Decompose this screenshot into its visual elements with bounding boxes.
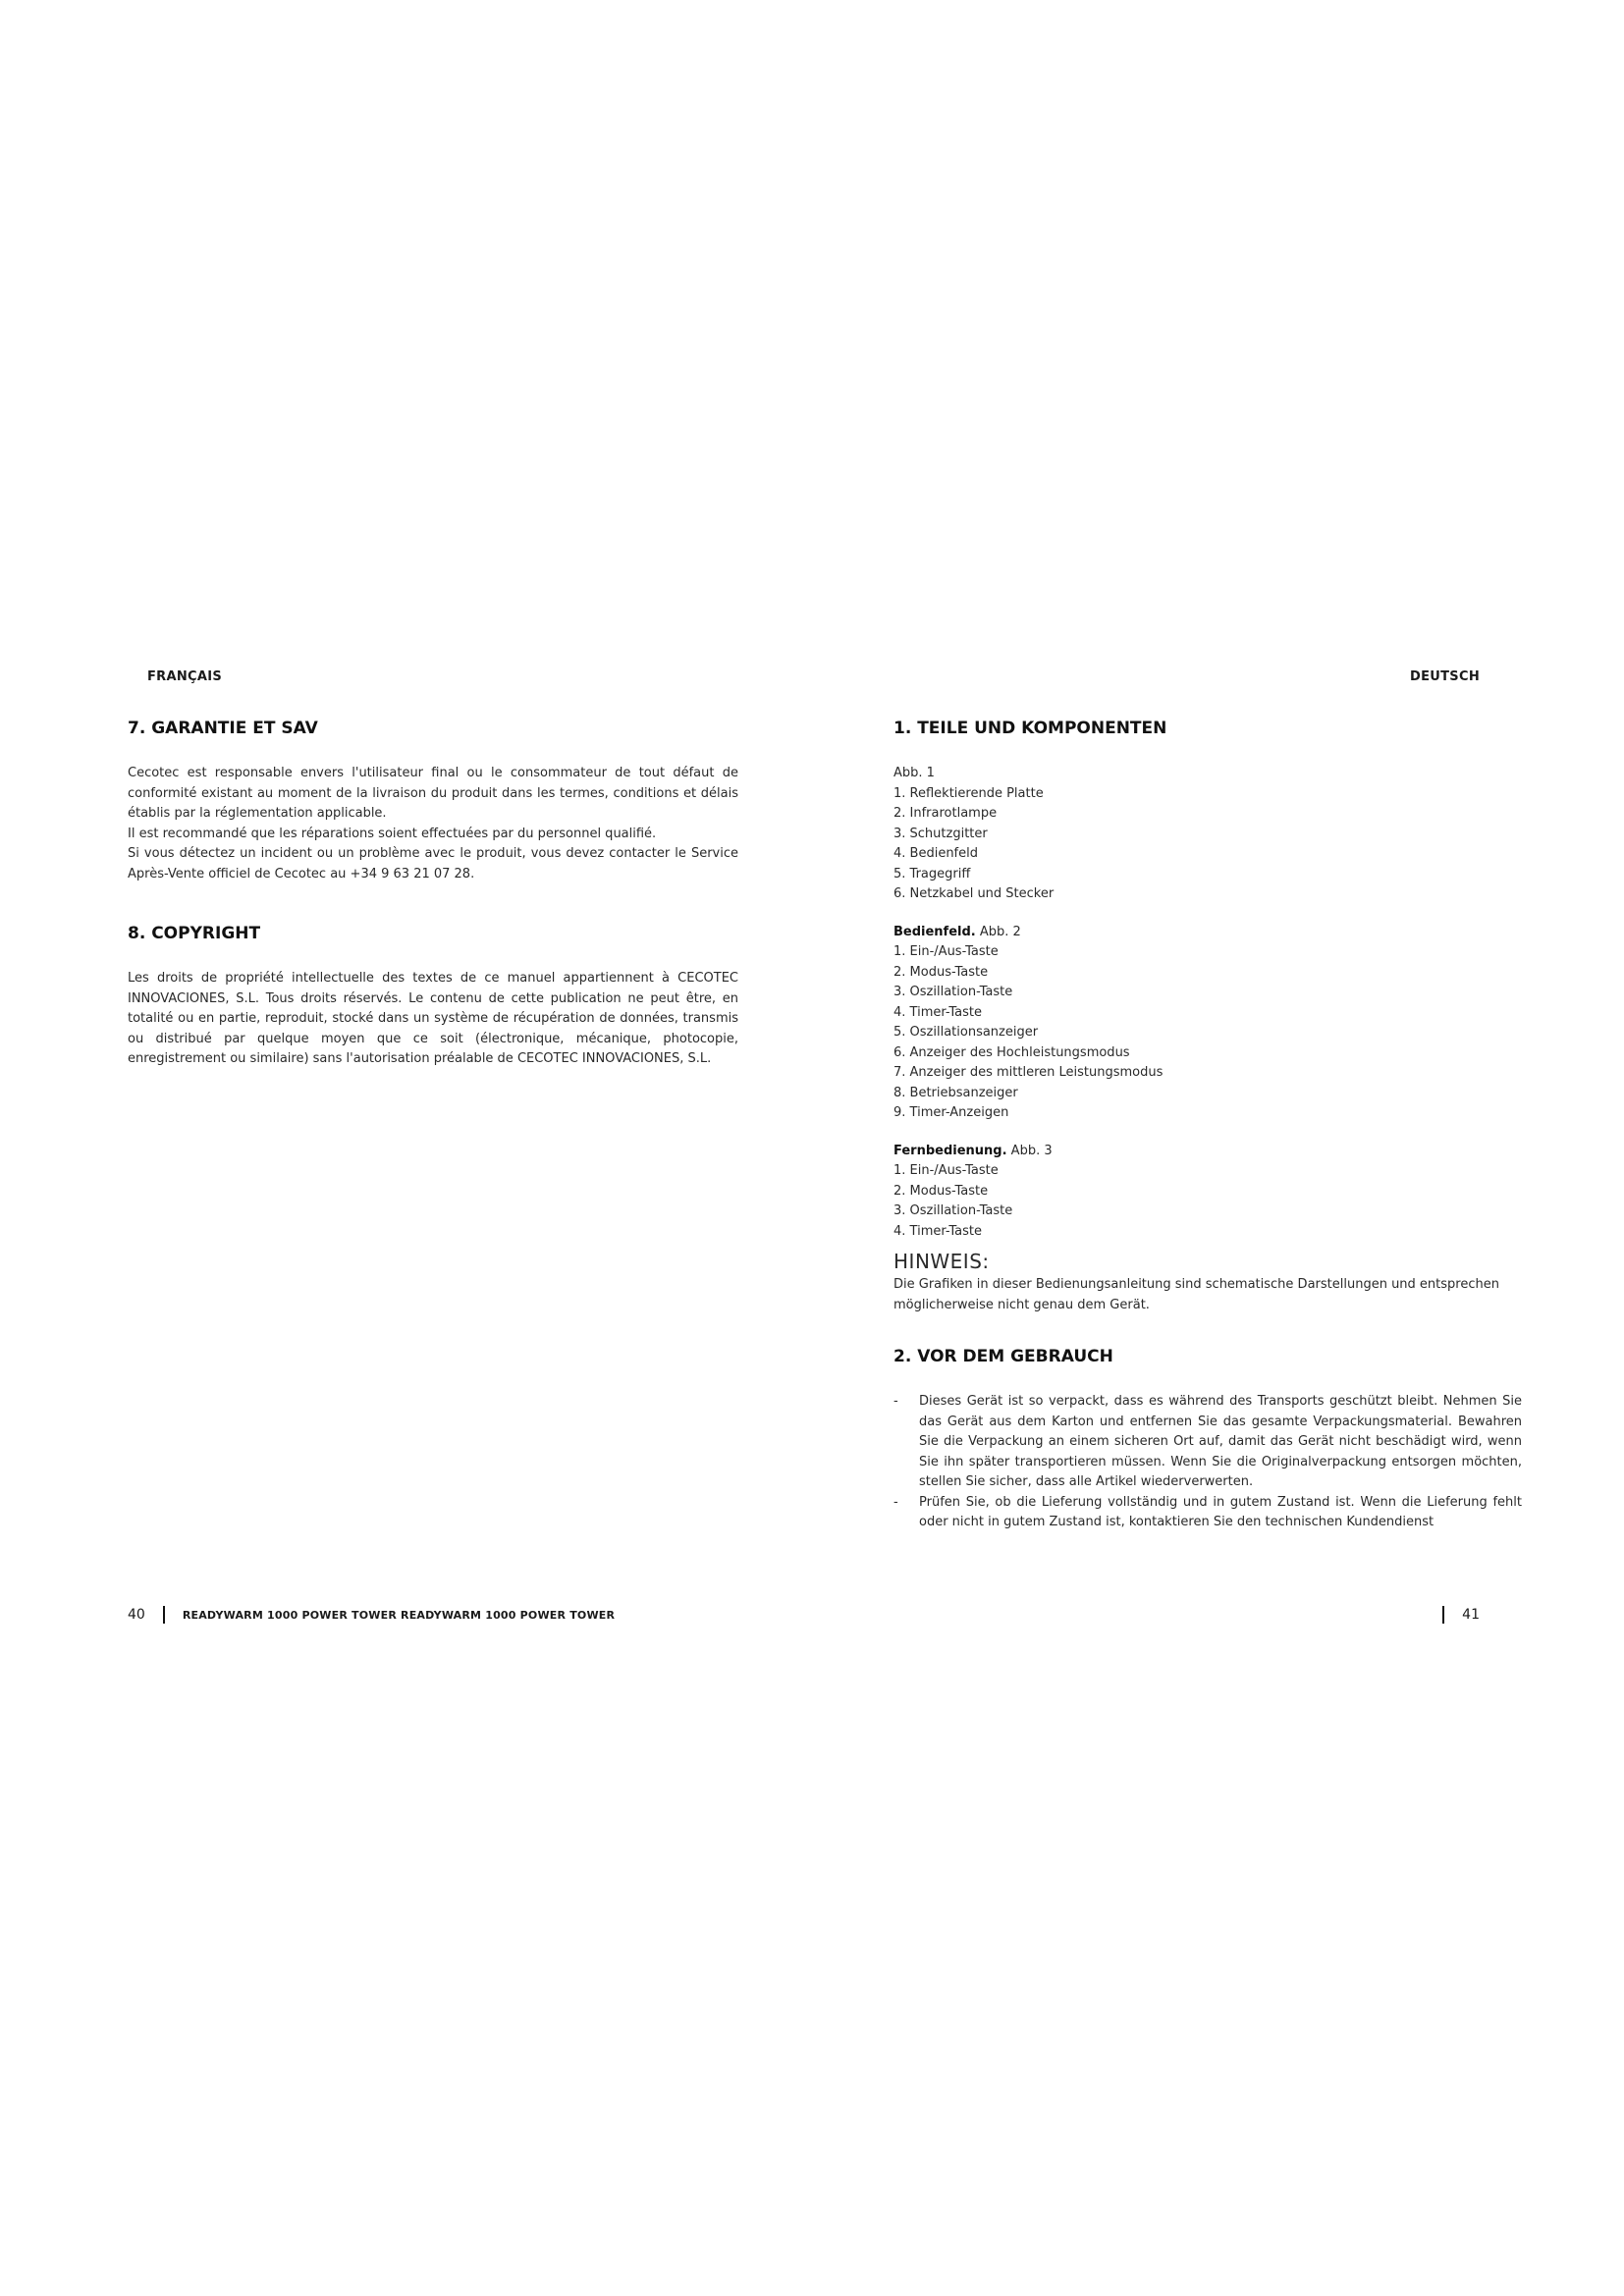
right-content [893, 717, 1522, 1571]
section-title: 2. VOR DEM GEBRAUCH [893, 1347, 1113, 1366]
figure-label-ref: Abb. 3 [1006, 1143, 1053, 1158]
section-title: 1. TEILE UND KOMPONENTEN [893, 719, 1167, 738]
section-title: 8. COPYRIGHT [128, 924, 261, 943]
language-label-left: FRANÇAIS [147, 669, 223, 684]
figure-label [893, 1142, 1522, 1162]
list-item: 3. Schutzgitter [893, 826, 988, 841]
list-item: 1. Reflektierende Platte [893, 785, 1044, 801]
dash-bullet: - [893, 1394, 898, 1409]
list-item: 2. Modus-Taste [893, 964, 989, 980]
list-item: 6. Netzkabel und Stecker [893, 886, 1055, 901]
paragraph: Si vous détectez un incident ou un problème avec le produit, vous devez contacter le Service Après-Vente officiel de Cecotec au +34 9 63 21 07 28. [128, 846, 738, 881]
list-item: 2. Infrarotlampe [893, 806, 998, 821]
list-item: 3. Oszillation-Taste [893, 985, 1013, 999]
section-warranty [128, 717, 738, 884]
before-use-list [893, 1392, 1522, 1533]
figure-label-bold: Bedienfeld. [893, 924, 976, 939]
list-item: 5. Oszillationsanzeiger [893, 1025, 1039, 1040]
dash-bullet: - [893, 1494, 898, 1510]
list-item: 3. Oszillation-Taste [893, 1203, 1013, 1218]
figure-label [893, 923, 1522, 943]
paragraph: Les droits de propriété intellectuelle des textes de ce manuel appartiennent à CECOTEC INNOVACIONES, S.L. Tous droits réservés. Le contenu de cette publication ne peut être, en totalité ou en partie, reproduit, stocké dans un système de récupération de données, transmis ou distribué par quelque moyen que ce soit (électronique, mécanique, photocopie, enregistrement ou similaire) sans l'autorisation préalable de CECOTEC INNOVACIONES, S.L. [128, 971, 738, 1066]
note-title: HINWEIS: [893, 1250, 990, 1273]
paragraph: Il est recommandé que les réparations soient effectuées par du personnel qualifié. [128, 826, 657, 841]
figure-label-ref: Abb. 2 [975, 924, 1021, 939]
list-item: 4. Timer-Taste [893, 1223, 982, 1239]
footer-divider [163, 1606, 165, 1624]
section-parts [893, 717, 1522, 1315]
footer-left [128, 1606, 615, 1624]
paragraph: Cecotec est responsable envers l'utilisateur final ou le consommateur de tout défaut de conformité existant au moment de la livraison du produit dans les termes, conditions et délais établis par la réglementation applicable. [128, 766, 738, 821]
list-item [893, 1493, 1522, 1533]
list-item: 5. Tragegriff [893, 866, 971, 881]
control-panel-list [893, 942, 1522, 1124]
parts-list [893, 784, 1522, 905]
list-item-text: Prüfen Sie, ob die Lieferung vollständig und in gutem Zustand ist. Wenn die Lieferung fehlt oder nicht in gutem Zustand ist, kontaktieren Sie den technischen Kundendienst [919, 1494, 1522, 1529]
list-item: 7. Anzeiger des mittleren Leistungsmodus [893, 1065, 1164, 1080]
page-number: 40 [128, 1607, 145, 1623]
figure-label: Abb. 1 [893, 766, 935, 780]
footer-title: READYWARM 1000 POWER TOWER READYWARM 1000 POWER TOWER [182, 1608, 616, 1622]
list-item: 9. Timer-Anzeigen [893, 1105, 1009, 1120]
language-label-right: DEUTSCH [1410, 669, 1480, 684]
footer-right [1425, 1606, 1480, 1624]
list-item-text: Dieses Gerät ist so verpackt, dass es während des Transports geschützt bleibt. Nehmen Sie das Gerät aus dem Karton und entfernen Sie das gesamte Verpackungsmaterial. Bewahren Sie die Verpackung an einem sicheren Ort auf, damit das Gerät nicht beschädigt wird, wenn Sie ihn später transportieren müssen. Wenn Sie die Originalverpackung entsorgen möchten, stellen Sie sicher, dass alle Artikel wiederverwerten. [919, 1394, 1522, 1489]
left-content [128, 717, 738, 1107]
list-item: 1. Ein-/Aus-Taste [893, 1163, 999, 1178]
list-item [893, 1392, 1522, 1493]
list-item: 6. Anzeiger des Hochleistungsmodus [893, 1044, 1130, 1060]
figure-label-bold: Fernbedienung. [893, 1143, 1007, 1158]
section-copyright [128, 922, 738, 1070]
list-item: 1. Ein-/Aus-Taste [893, 944, 999, 959]
footer-divider [1442, 1606, 1444, 1624]
list-item: 2. Modus-Taste [893, 1183, 989, 1199]
remote-control-list [893, 1161, 1522, 1242]
list-item: 4. Bedienfeld [893, 846, 978, 861]
list-item: 4. Timer-Taste [893, 1004, 982, 1020]
note-text: Die Grafiken in dieser Bedienungsanleitung sind schematische Darstellungen und entsprechen möglicherweise nicht genau dem Gerät. [893, 1277, 1499, 1312]
page-number: 41 [1462, 1607, 1480, 1623]
section-title: 7. GARANTIE ET SAV [128, 719, 318, 738]
list-item: 8. Betriebsanzeiger [893, 1085, 1018, 1100]
section-before-use [893, 1345, 1522, 1533]
right-page [812, 0, 1624, 2296]
